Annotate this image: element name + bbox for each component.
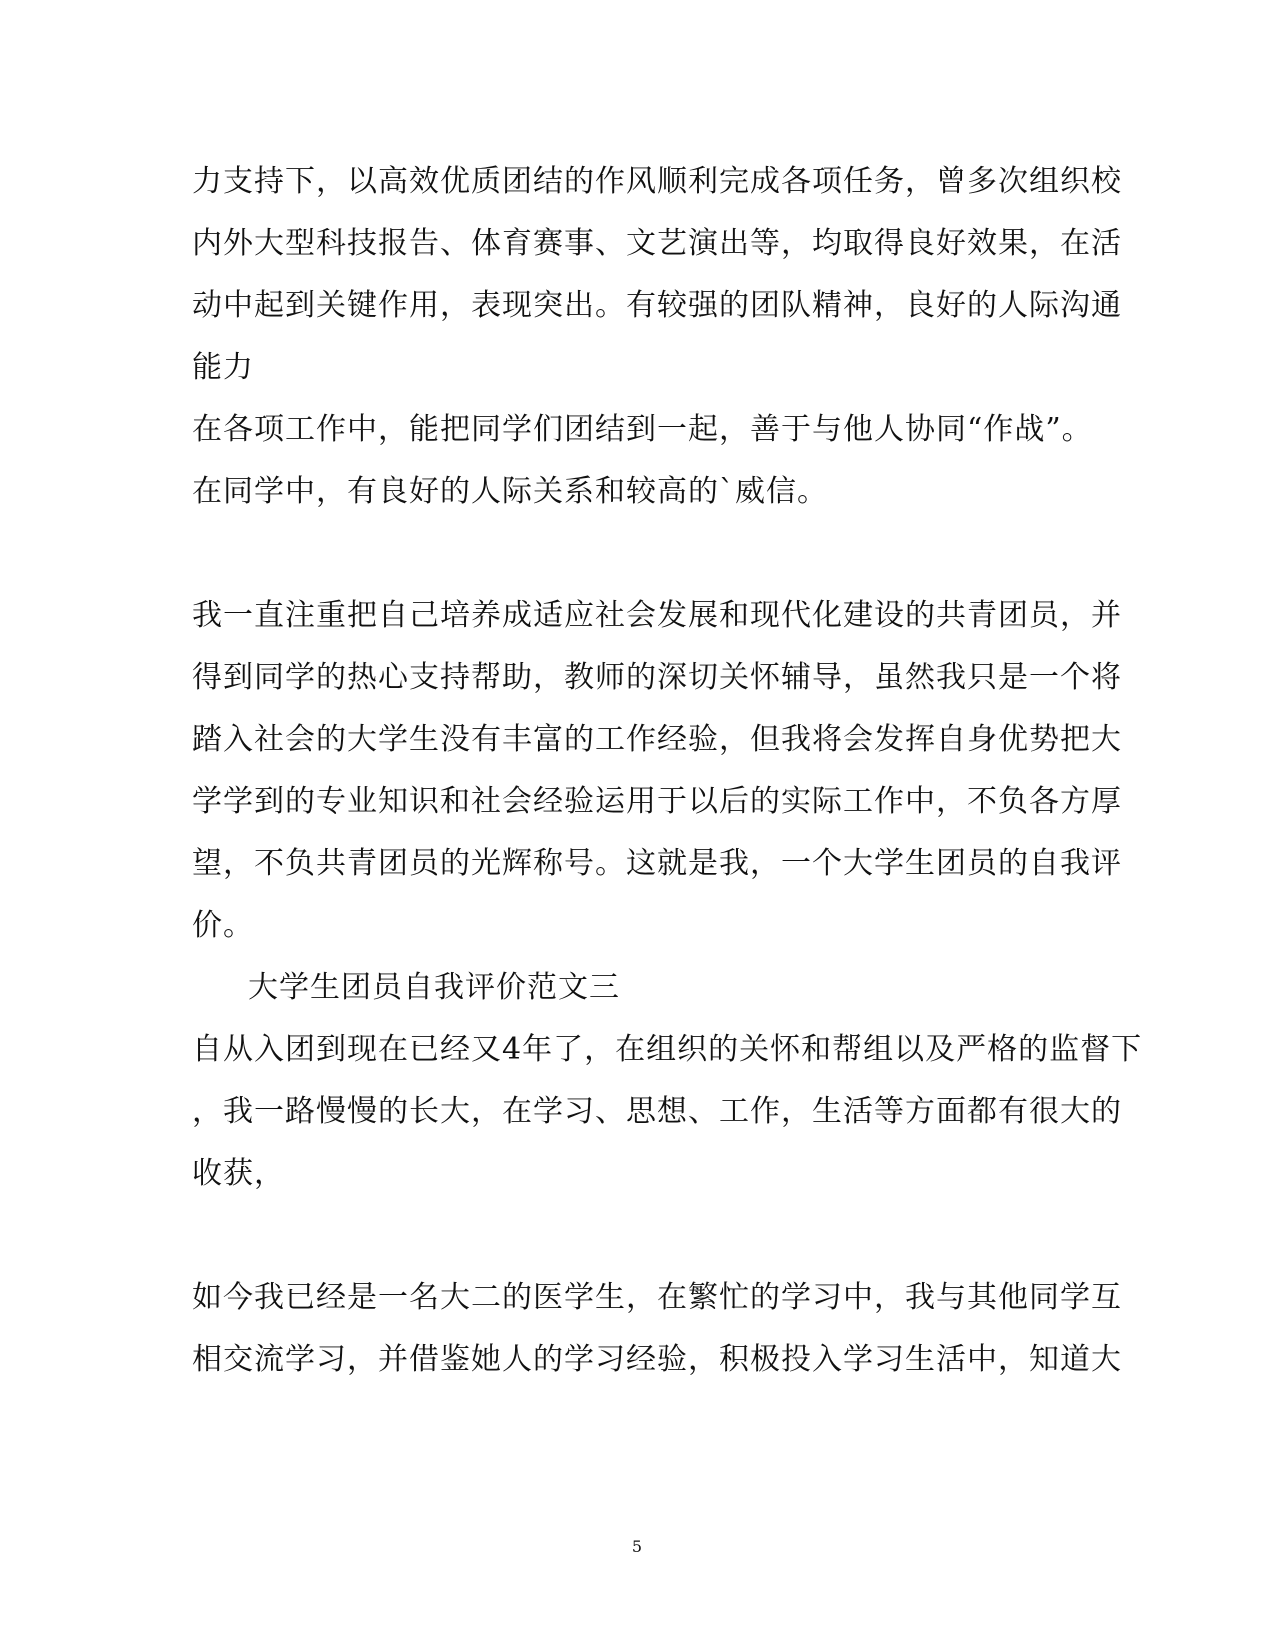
text-line: 相交流学习，并借鉴她人的学习经验，积极投入学习生活中，知道大: [192, 1342, 1122, 1377]
text-line: 学学到的专业知识和社会经验运用于以后的实际工作中，不负各方厚: [192, 784, 1122, 819]
text-line: ，我一路慢慢的长大，在学习、思想、工作，生活等方面都有很大的: [192, 1094, 1122, 1129]
text-line: 收获，: [192, 1156, 285, 1191]
text-line: 动中起到关键作用，表现突出。有较强的团队精神，良好的人际沟通: [192, 288, 1122, 323]
text-line: 踏入社会的大学生没有丰富的工作经验，但我将会发挥自身优势把大: [192, 722, 1122, 757]
text-line: 在各项工作中，能把同学们团结到一起，善于与他人协同“作战”。: [192, 412, 1093, 447]
text-line: 如今我已经是一名大二的医学生，在繁忙的学习中，我与其他同学互: [192, 1280, 1122, 1315]
text-line: 能力: [192, 350, 254, 385]
page-number: 5: [631, 1537, 643, 1556]
section-heading: 大学生团员自我评价范文三: [248, 970, 620, 1005]
text-line: 价。: [192, 908, 254, 943]
text-line: 力支持下，以高效优质团结的作风顺利完成各项任务，曾多次组织校: [192, 164, 1122, 199]
text-line: 望，不负共青团员的光辉称号。这就是我，一个大学生团员的自我评: [192, 846, 1122, 881]
text-line: 内外大型科技报告、体育赛事、文艺演出等，均取得良好效果，在活: [192, 226, 1122, 261]
text-line: 我一直注重把自己培养成适应社会发展和现代化建设的共青团员，并: [192, 598, 1122, 633]
text-line: 在同学中，有良好的人际关系和较高的`威信。: [192, 474, 828, 509]
text-line: 自从入团到现在已经又4年了，在组织的关怀和帮组以及严格的监督下: [192, 1032, 1143, 1067]
text-line: 得到同学的热心支持帮助，教师的深切关怀辅导，虽然我只是一个将: [192, 660, 1122, 695]
